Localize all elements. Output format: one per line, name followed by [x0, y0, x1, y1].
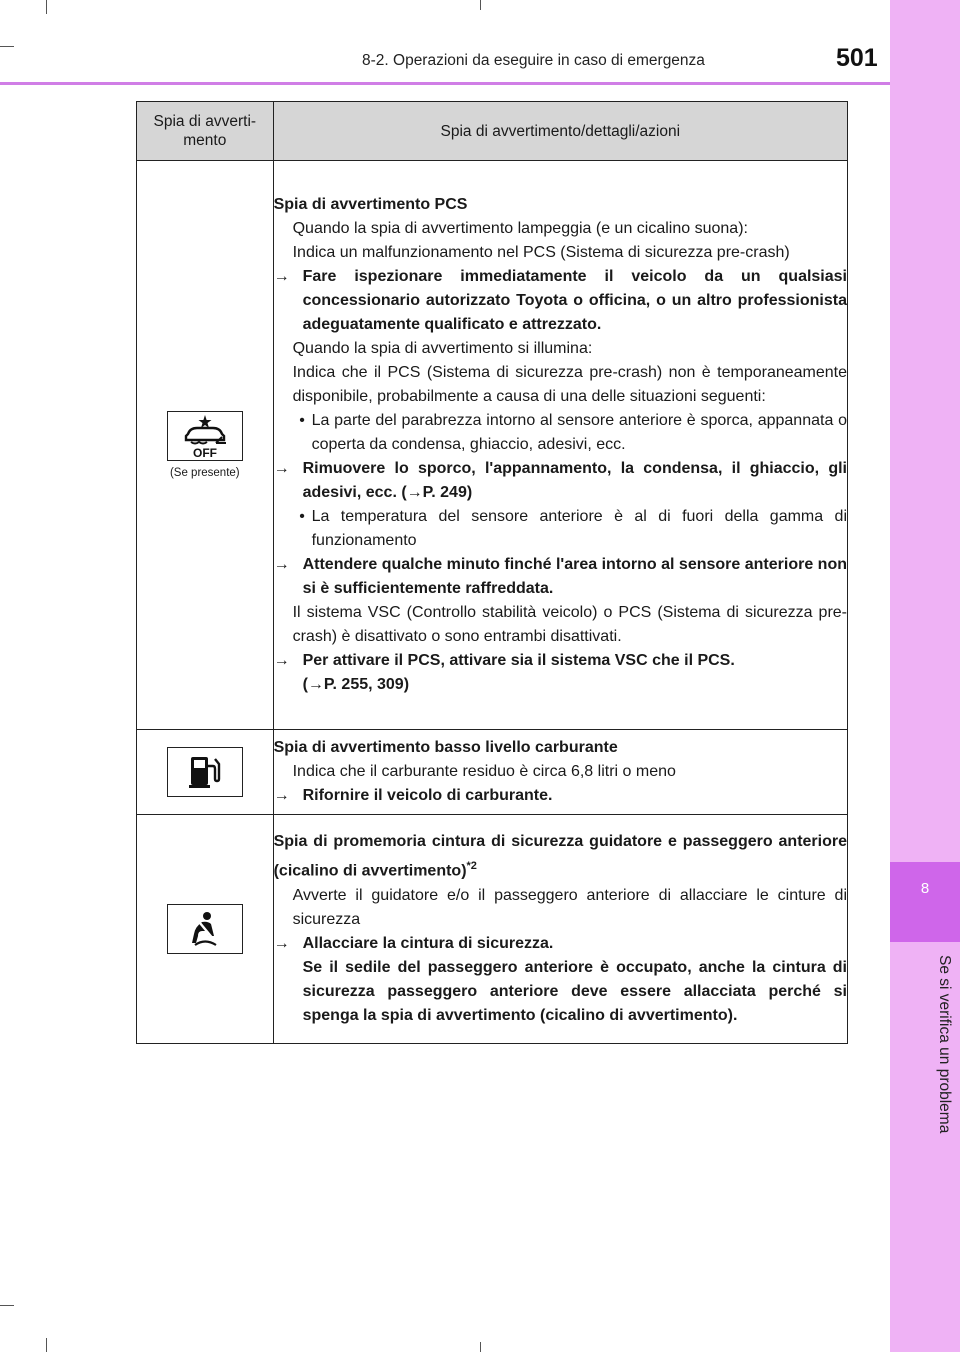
arrow-icon: → [273, 934, 290, 952]
pcs-ref-open: ( [302, 676, 308, 693]
arrow-icon: → [307, 676, 324, 693]
table-row [137, 161, 848, 730]
crop-mark [0, 46, 14, 47]
pcs-cause-dirty-text: La parte del parabrezza intorno al sensore anteriore è sporca, appannata o coperta da condensa, ghiaccio, adesivi, ecc. [311, 412, 847, 453]
pcs-condition-lit: Quando la spia di avvertimento si illumina: [292, 340, 593, 357]
seatbelt-action-text: Allacciare la cintura di sicurezza. [302, 934, 554, 952]
seatbelt-passenger-note: Se il sedile del passeggero anteriore è occupato, anche la cintura di sicurezza passeggero anteriore deve essere allacciata perché si spenga la spia di avvertimento (cicalino di avvertimento). [302, 958, 847, 1024]
crop-mark [46, 1338, 47, 1352]
icon-cell [137, 730, 274, 815]
pcs-action-activate-text: Per attivare il PCS, attivare sia il sistema VSC che il PCS. [302, 652, 735, 669]
chapter-title: Se si verifica un problema [936, 955, 953, 1134]
arrow-icon: → [273, 787, 290, 804]
pcs-title: Spia di avvertimento PCS [273, 196, 468, 213]
fuel-title: Spia di avvertimento basso livello carburante [273, 739, 618, 756]
details-cell [273, 730, 847, 815]
table-header-row [137, 102, 848, 161]
pcs-action-clean [274, 457, 847, 505]
seatbelt-meaning: Avverte il guidatore e/o il passeggero anteriore di allacciare le cinture di sicurezza [292, 886, 847, 928]
pcs-action-wait-text: Attendere qualche minuto finché l'area intorno al sensore anteriore non si è sufficientemente raffreddata. [302, 556, 847, 597]
crop-mark [0, 1305, 14, 1306]
pcs-off-label: OFF [192, 446, 217, 458]
details-cell [273, 161, 847, 730]
arrow-icon: → [273, 460, 290, 477]
seatbelt-icon [167, 904, 243, 954]
pcs-meaning-unavailable: Indica che il PCS (Sistema di sicurezza pre-crash) non è temporaneamente disponibile, probabilmente a causa di una delle situazioni seguenti: [292, 364, 847, 405]
column-header-light-label: Spia di avverti- mento [153, 113, 257, 149]
warning-lights-table [136, 101, 848, 1044]
section-title: 8-2. Operazioni da eseguire in caso di emergenza [362, 52, 705, 69]
arrow-icon: → [273, 556, 290, 573]
pcs-action-clean-text: Rimuovere lo sporco, l'appannamento, la condensa, il ghiaccio, gli adesivi, ecc. ( [302, 460, 847, 501]
fuel-action [274, 784, 847, 808]
chapter-number: 8 [920, 880, 930, 897]
page-number: 501 [836, 44, 878, 72]
icon-cell [137, 815, 274, 1044]
column-header-light [137, 102, 274, 161]
fuel-meaning: Indica che il carburante residuo è circa 6,8 litri o meno [292, 763, 676, 780]
chapter-side-tab [890, 0, 960, 1352]
pcs-action-inspect [274, 265, 847, 337]
header-rule [0, 82, 890, 85]
pcs-cause-temperature [274, 505, 847, 553]
pcs-warning-off-icon [167, 411, 243, 461]
bullet-icon: • [299, 412, 305, 429]
bullet-icon: • [299, 508, 305, 525]
fuel-pump-icon [167, 747, 243, 797]
arrow-icon: → [406, 484, 423, 501]
crop-mark [480, 0, 481, 10]
fuel-action-text: Rifornire il veicolo di carburante. [302, 787, 553, 804]
chapter-tab-active [890, 862, 960, 942]
seatbelt-title-text: Spia di promemoria cintura di sicurezza guidatore e passeggero anteriore (cicalino di avvertimento) [273, 833, 847, 880]
pcs-meaning-disabled: Il sistema VSC (Controllo stabilità veicolo) o PCS (Sistema di sicurezza pre-crash) è disattivato o sono entrambi disattivati. [292, 604, 847, 645]
arrow-icon: → [273, 652, 290, 669]
column-header-details [273, 102, 847, 161]
pcs-action-inspect-text: Fare ispezionare immediatamente il veicolo da un qualsiasi concessionario autorizzato Toyota o officina, o un altro professionista adeguatamente qualificato e attrezzato. [302, 268, 847, 333]
details-cell [273, 815, 847, 1044]
pcs-action-activate [274, 649, 847, 697]
column-header-details-label: Spia di avvertimento/dettagli/azioni [440, 122, 681, 140]
seatbelt-title [274, 830, 847, 883]
pcs-condition-blink: Quando la spia di avvertimento lampeggia (e un cicalino suona): [292, 220, 748, 237]
table-row [137, 730, 848, 815]
page-reference[interactable]: P. 249) [422, 484, 473, 501]
footnote-marker: *2 [466, 860, 477, 873]
page-reference[interactable]: P. 255, 309) [323, 676, 410, 693]
crop-mark [46, 0, 47, 14]
table-row [137, 815, 848, 1044]
arrow-icon: → [273, 268, 290, 285]
icon-caption: (Se presente) [169, 467, 240, 479]
pcs-cause-temperature-text: La temperatura del sensore anteriore è al di fuori della gamma di funzionamento [311, 508, 847, 549]
crop-mark [480, 1342, 481, 1352]
pcs-action-wait [274, 553, 847, 601]
pcs-cause-dirty [274, 409, 847, 457]
seatbelt-action [274, 932, 847, 956]
pcs-meaning-malfunction: Indica un malfunzionamento nel PCS (Sistema di sicurezza pre-crash) [292, 244, 790, 261]
icon-cell [137, 161, 274, 730]
